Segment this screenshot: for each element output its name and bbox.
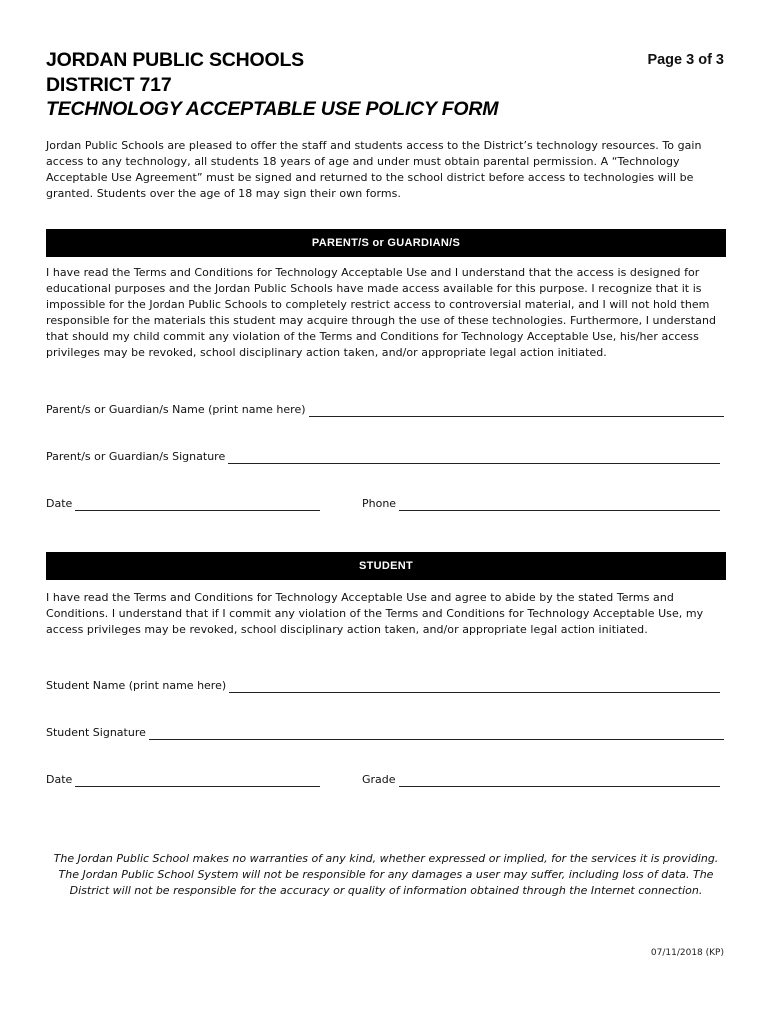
school-name: JORDAN PUBLIC SCHOOLS [46,49,304,71]
student-date-label: Date [46,773,73,786]
student-grade-label: Grade [362,773,396,786]
district-number: DISTRICT 717 [46,73,172,96]
student-agreement-text: I have read the Terms and Conditions for Technology Acceptable Use and agree to abide by the stated Terms and Conditions. I understand that if I commit any violation of the Terms and Conditions for Technology Acceptable Use, my access privileges may be revoked, school disciplinary action taken, and/or appropriate legal action initiated. [46,591,704,636]
parent-name-label: Parent/s or Guardian/s Name (print name here) [46,403,306,416]
student-grade-field[interactable] [362,771,720,787]
parent-date-label: Date [46,497,73,510]
student-date-line[interactable] [75,775,320,787]
parent-name-field[interactable] [46,401,724,417]
parent-section-heading: PARENT/S or GUARDIAN/S [46,229,726,257]
student-grade-line[interactable] [399,775,720,787]
student-section-heading: STUDENT [46,552,726,580]
parent-name-line[interactable] [309,405,725,417]
form-title: TECHNOLOGY ACCEPTABLE USE POLICY FORM [46,98,499,120]
parent-phone-label: Phone [362,497,397,510]
student-date-field[interactable] [46,771,320,787]
student-name-line[interactable] [229,681,720,693]
student-name-field[interactable] [46,677,720,693]
parent-signature-field[interactable] [46,448,720,464]
parent-signature-line[interactable] [228,452,720,464]
parent-agreement-text: I have read the Terms and Conditions for Technology Acceptable Use and I understand that the access is designed for educational purposes and the Jordan Public Schools have made access available for this purpose. I recognize that it is impossible for the Jordan Public Schools to completely restrict access to controversial material, and I will not hold them responsible for the materials this student may acquire through the use of these technologies. Furthermore, I understand that should my child commit any violation of the Terms and Conditions for Technology Acceptable Use, his/her access privileges may be revoked, school disciplinary action taken, and/or appropriate legal action initiated. [46,266,717,359]
parent-phone-field[interactable] [362,495,720,511]
parent-date-line[interactable] [75,499,320,511]
student-signature-label: Student Signature [46,726,146,739]
parent-phone-line[interactable] [399,499,720,511]
document-header [46,48,724,122]
student-name-label: Student Name (print name here) [46,679,227,692]
intro-paragraph: Jordan Public Schools are pleased to offer the staff and students access to the District’s technology resources. To gain access to any technology, all students 18 years of age and under must obtain parental permission. A “Technology Acceptable Use Agreement” must be signed and returned to the school district before access to technologies will be granted. Students over the age of 18 may sign their own forms. [46,139,702,200]
revision-date: 07/11/2018 (KP) [650,948,724,958]
parent-signature-label: Parent/s or Guardian/s Signature [46,450,226,463]
parent-date-field[interactable] [46,495,320,511]
page-number: Page 3 of 3 [647,52,724,68]
student-signature-line[interactable] [149,728,724,740]
disclaimer-text: The Jordan Public School makes no warranties of any kind, whether expressed or implied, for the services it is providing. The Jordan Public School System will not be responsible for any damages a user may suffer, including loss of data. The District will not be responsible for the accuracy or quality of information obtained through the Internet connection. [53,852,719,897]
student-signature-field[interactable] [46,724,724,740]
